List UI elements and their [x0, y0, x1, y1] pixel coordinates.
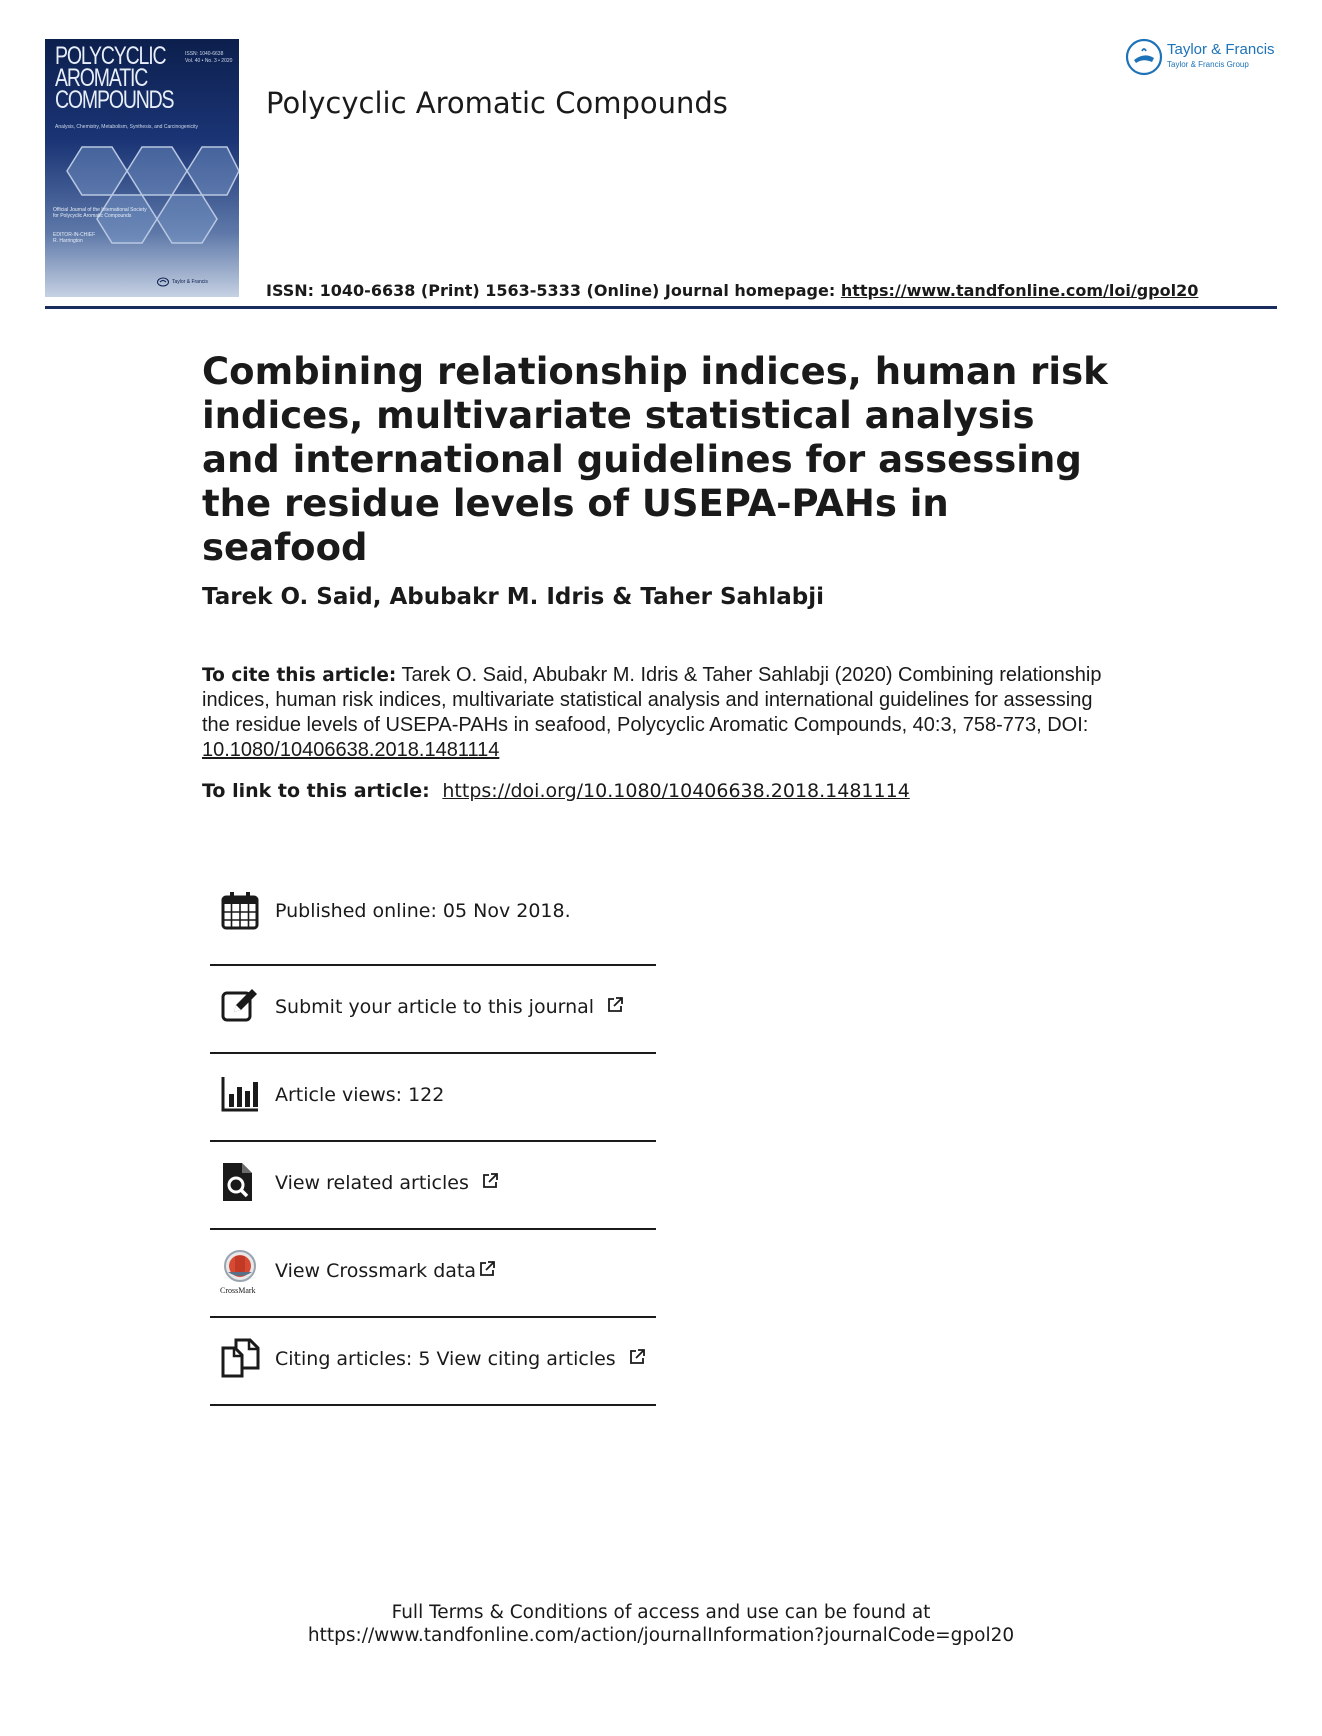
published-date: Published online: 05 Nov 2018.: [275, 900, 571, 922]
terms-footer: [0, 1601, 1322, 1647]
link-label: To link to this article:: [202, 780, 437, 802]
cover-title: [55, 42, 174, 114]
issn-line: [266, 281, 1198, 300]
copy-documents-icon: [220, 1338, 260, 1378]
journal-name: Polycyclic Aromatic Compounds: [266, 86, 728, 120]
publisher-name: Taylor & Francis: [1167, 41, 1275, 58]
external-link-icon: [628, 1348, 646, 1366]
external-link-icon: [606, 996, 624, 1014]
info-crossmark[interactable]: [210, 1230, 656, 1318]
related-label: View related articles: [275, 1172, 469, 1194]
cover-publisher-logo-icon: [157, 277, 169, 287]
article-title: Combining relationship indices, human risk indices, multivariate statistical analysis and international guidelines for assessing the residue levels of USEPA-PAHs in seafood: [202, 350, 1108, 569]
crossmark-logo: [220, 1250, 260, 1295]
article-doi-link[interactable]: https://doi.org/10.1080/10406638.2018.1481114: [442, 780, 910, 802]
crossmark-link[interactable]: [275, 1260, 496, 1282]
citing-label: Citing articles: 5 View citing articles: [275, 1348, 616, 1370]
cite-label: To cite this article:: [202, 665, 397, 686]
cover-title-line: POLYCYCLIC: [55, 42, 166, 70]
cover-volume: Vol. 40 • No. 3 • 2020: [185, 58, 233, 64]
submit-label: Submit your article to this journal: [275, 996, 595, 1018]
cover-issn: ISSN: 1040-6638: [185, 51, 224, 57]
footer-terms-link[interactable]: https://www.tandfonline.com/action/journalInformation?journalCode=gpol20: [307, 1625, 1015, 1646]
taylor-francis-lamp-icon: [1125, 38, 1163, 76]
crossmark-logo-text: CrossMark: [220, 1286, 256, 1295]
cover-title-line: AROMATIC: [55, 64, 148, 92]
citing-articles-link[interactable]: [275, 1348, 646, 1370]
cite-doi-link[interactable]: 10.1080/10406638.2018.1481114: [202, 739, 500, 761]
citation-block: [202, 663, 1122, 763]
bar-chart-icon: [220, 1074, 260, 1114]
external-link-icon: [481, 1172, 499, 1190]
issn-text: ISSN: 1040-6638 (Print) 1563-5333 (Online) Journal homepage:: [266, 281, 841, 300]
cover-official-journal: Official Journal of the International Society for Polycyclic Aromatic Compounds: [53, 207, 147, 219]
crossmark-label: View Crossmark data: [275, 1260, 477, 1282]
search-document-icon: [220, 1162, 260, 1202]
crossmark-icon: [220, 1250, 260, 1286]
submit-article-link[interactable]: [275, 996, 624, 1018]
footer-line-1: Full Terms & Conditions of access and use can be found at: [391, 1602, 931, 1623]
calendar-icon: [220, 891, 260, 931]
journal-homepage-link[interactable]: https://www.tandfonline.com/loi/gpol20: [840, 281, 1199, 300]
article-views: Article views: 122: [275, 1084, 445, 1106]
info-citing[interactable]: [210, 1318, 656, 1406]
info-submit[interactable]: [210, 966, 656, 1054]
cover-publisher: Taylor & Francis: [172, 279, 208, 285]
cover-editor: [53, 232, 153, 244]
header-divider: [45, 306, 1277, 309]
cover-editor-label: EDITOR-IN-CHIEF: [53, 232, 96, 238]
cite-text: Tarek O. Said, Abubakr M. Idris & Taher Sahlabji (2020) Combining relationship indices, human risk indices, multivariate statistical analysis and international guidelines for assessing the residue levels of USEPA-PAHs in seafood, Polycyclic Aromatic Compounds, 40:3, 758-773, DOI:: [202, 664, 1102, 736]
info-published: [210, 868, 656, 966]
info-views: [210, 1054, 656, 1142]
publisher-logo[interactable]: [1125, 38, 1285, 74]
cover-title-line: COMPOUNDS: [55, 86, 174, 114]
cover-subtitle: Analysis, Chemistry, Metabolism, Synthesis, and Carcinogenicity: [55, 124, 199, 130]
edit-icon: [220, 986, 260, 1026]
cover-editor-name: R. Harrington: [53, 238, 83, 244]
journal-cover: [45, 39, 239, 297]
related-articles-link[interactable]: [275, 1172, 499, 1194]
article-info-list: [210, 868, 656, 1406]
external-link-icon: [478, 1260, 496, 1278]
info-related[interactable]: [210, 1142, 656, 1230]
article-authors: Tarek O. Said, Abubakr M. Idris & Taher Sahlabji: [202, 584, 825, 610]
publisher-group: Taylor & Francis Group: [1167, 60, 1249, 69]
article-link-line: [202, 780, 910, 802]
